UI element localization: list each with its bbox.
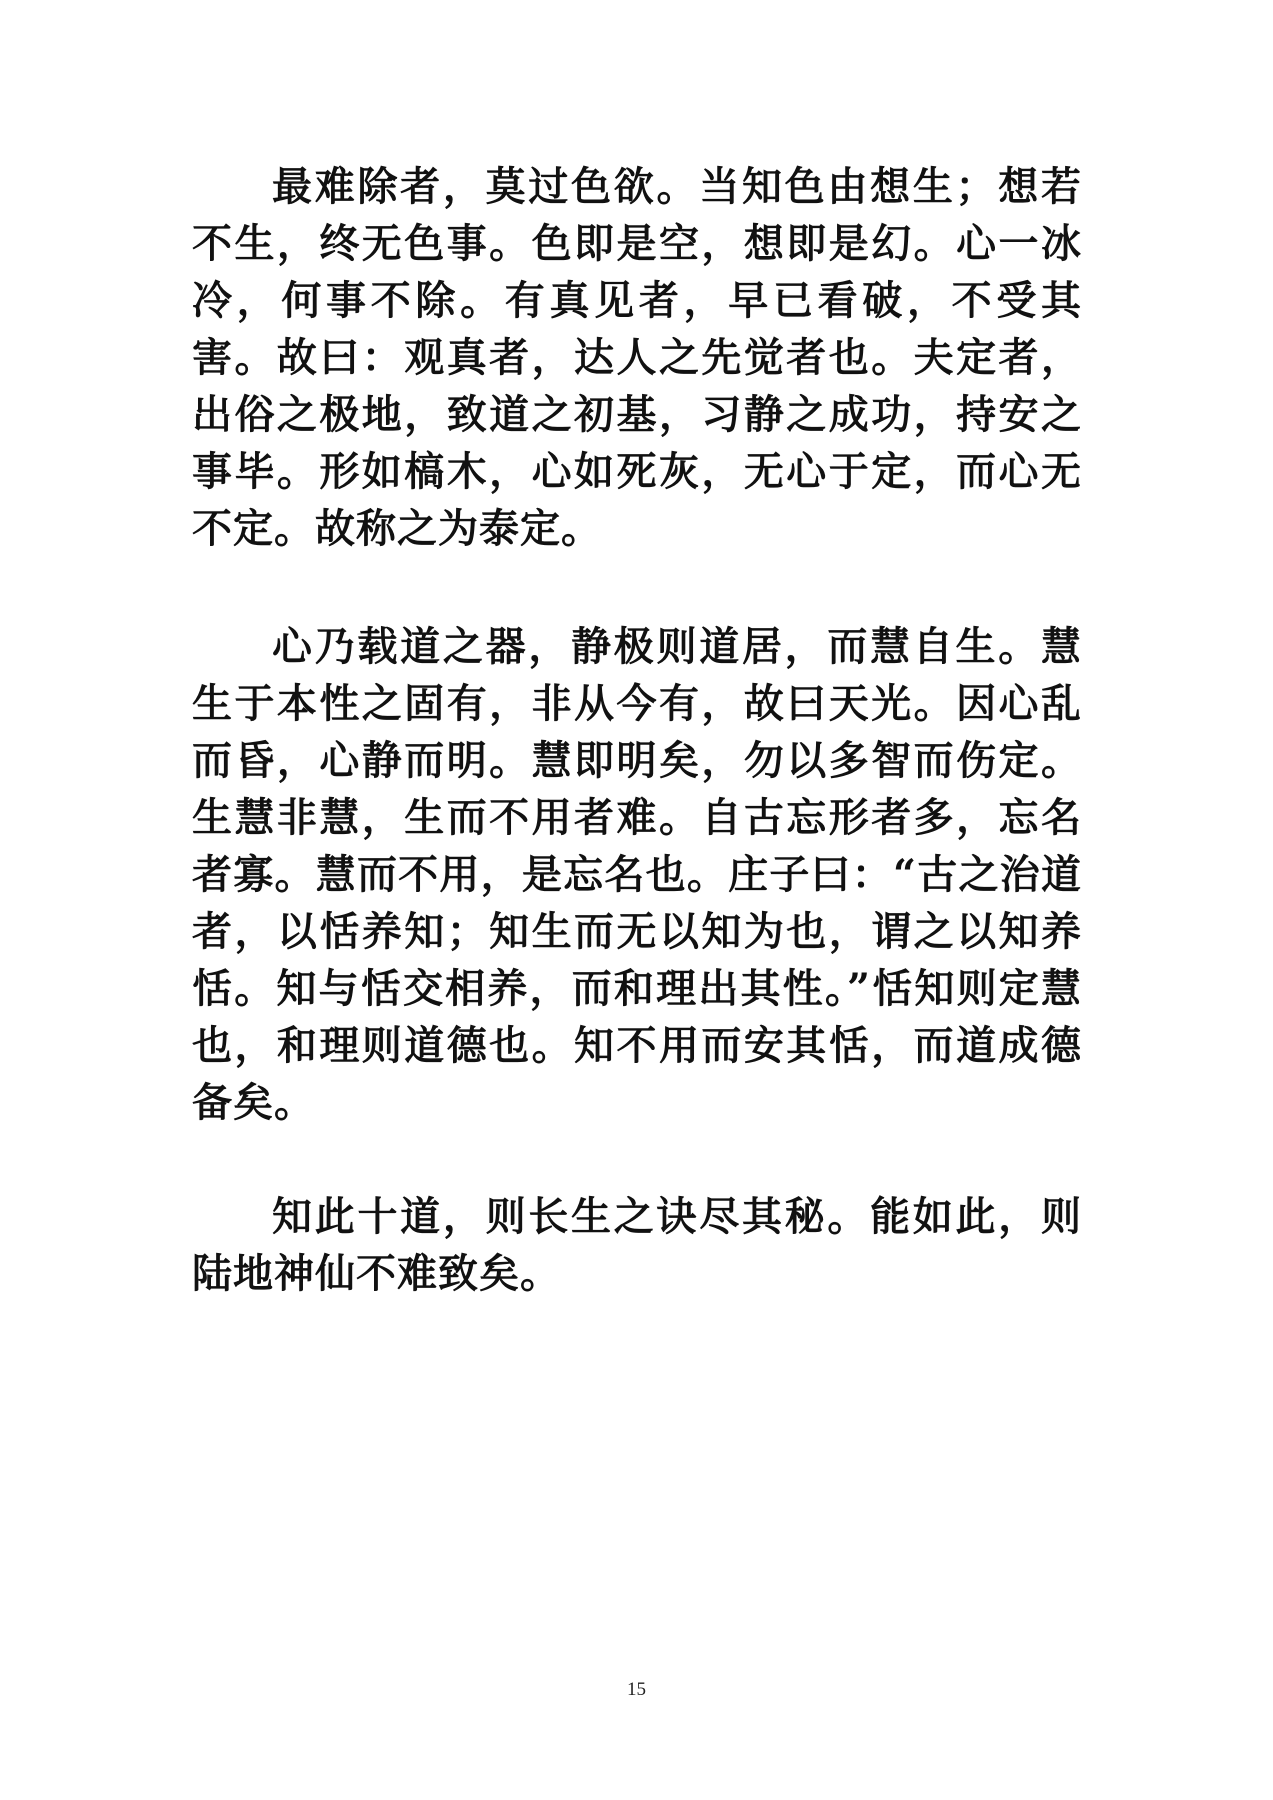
paragraph-2: 心乃载道之器，静极则道居，而慧自生。慧生于本性之固有，非从今有，故曰天光。因心乱而昏，心静而明。慧即明矣，勿以多智而伤定。生慧非慧，生而不用者难。自古忘形者多，忘名者寡。慧而不用，是忘名也。庄子曰：“古之治道者，以恬养知；知生而无以知为也，谓之以知养恬。知与恬交相养，而和理出其性。”恬知则定慧也，和理则道德也。知不用而安其恬，而道成德备矣。 xyxy=(192,623,1082,1126)
page-number: 15 xyxy=(627,1679,646,1700)
paragraph-3: 知此十道，则长生之诀尽其秘。能如此，则陆地神仙不难致矣。 xyxy=(192,1193,1082,1297)
paragraph-1: 最难除者，莫过色欲。当知色由想生；想若不生，终无色事。色即是空，想即是幻。心一冰冷，何事不除。有真见者，早已看破，不受其害。故曰：观真者，达人之先觉者也。夫定者，出俗之极地，致道之初基，习静之成功，持安之事毕。形如槁木，心如死灰，无心于定，而心无不定。故称之为泰定。 xyxy=(192,163,1082,552)
